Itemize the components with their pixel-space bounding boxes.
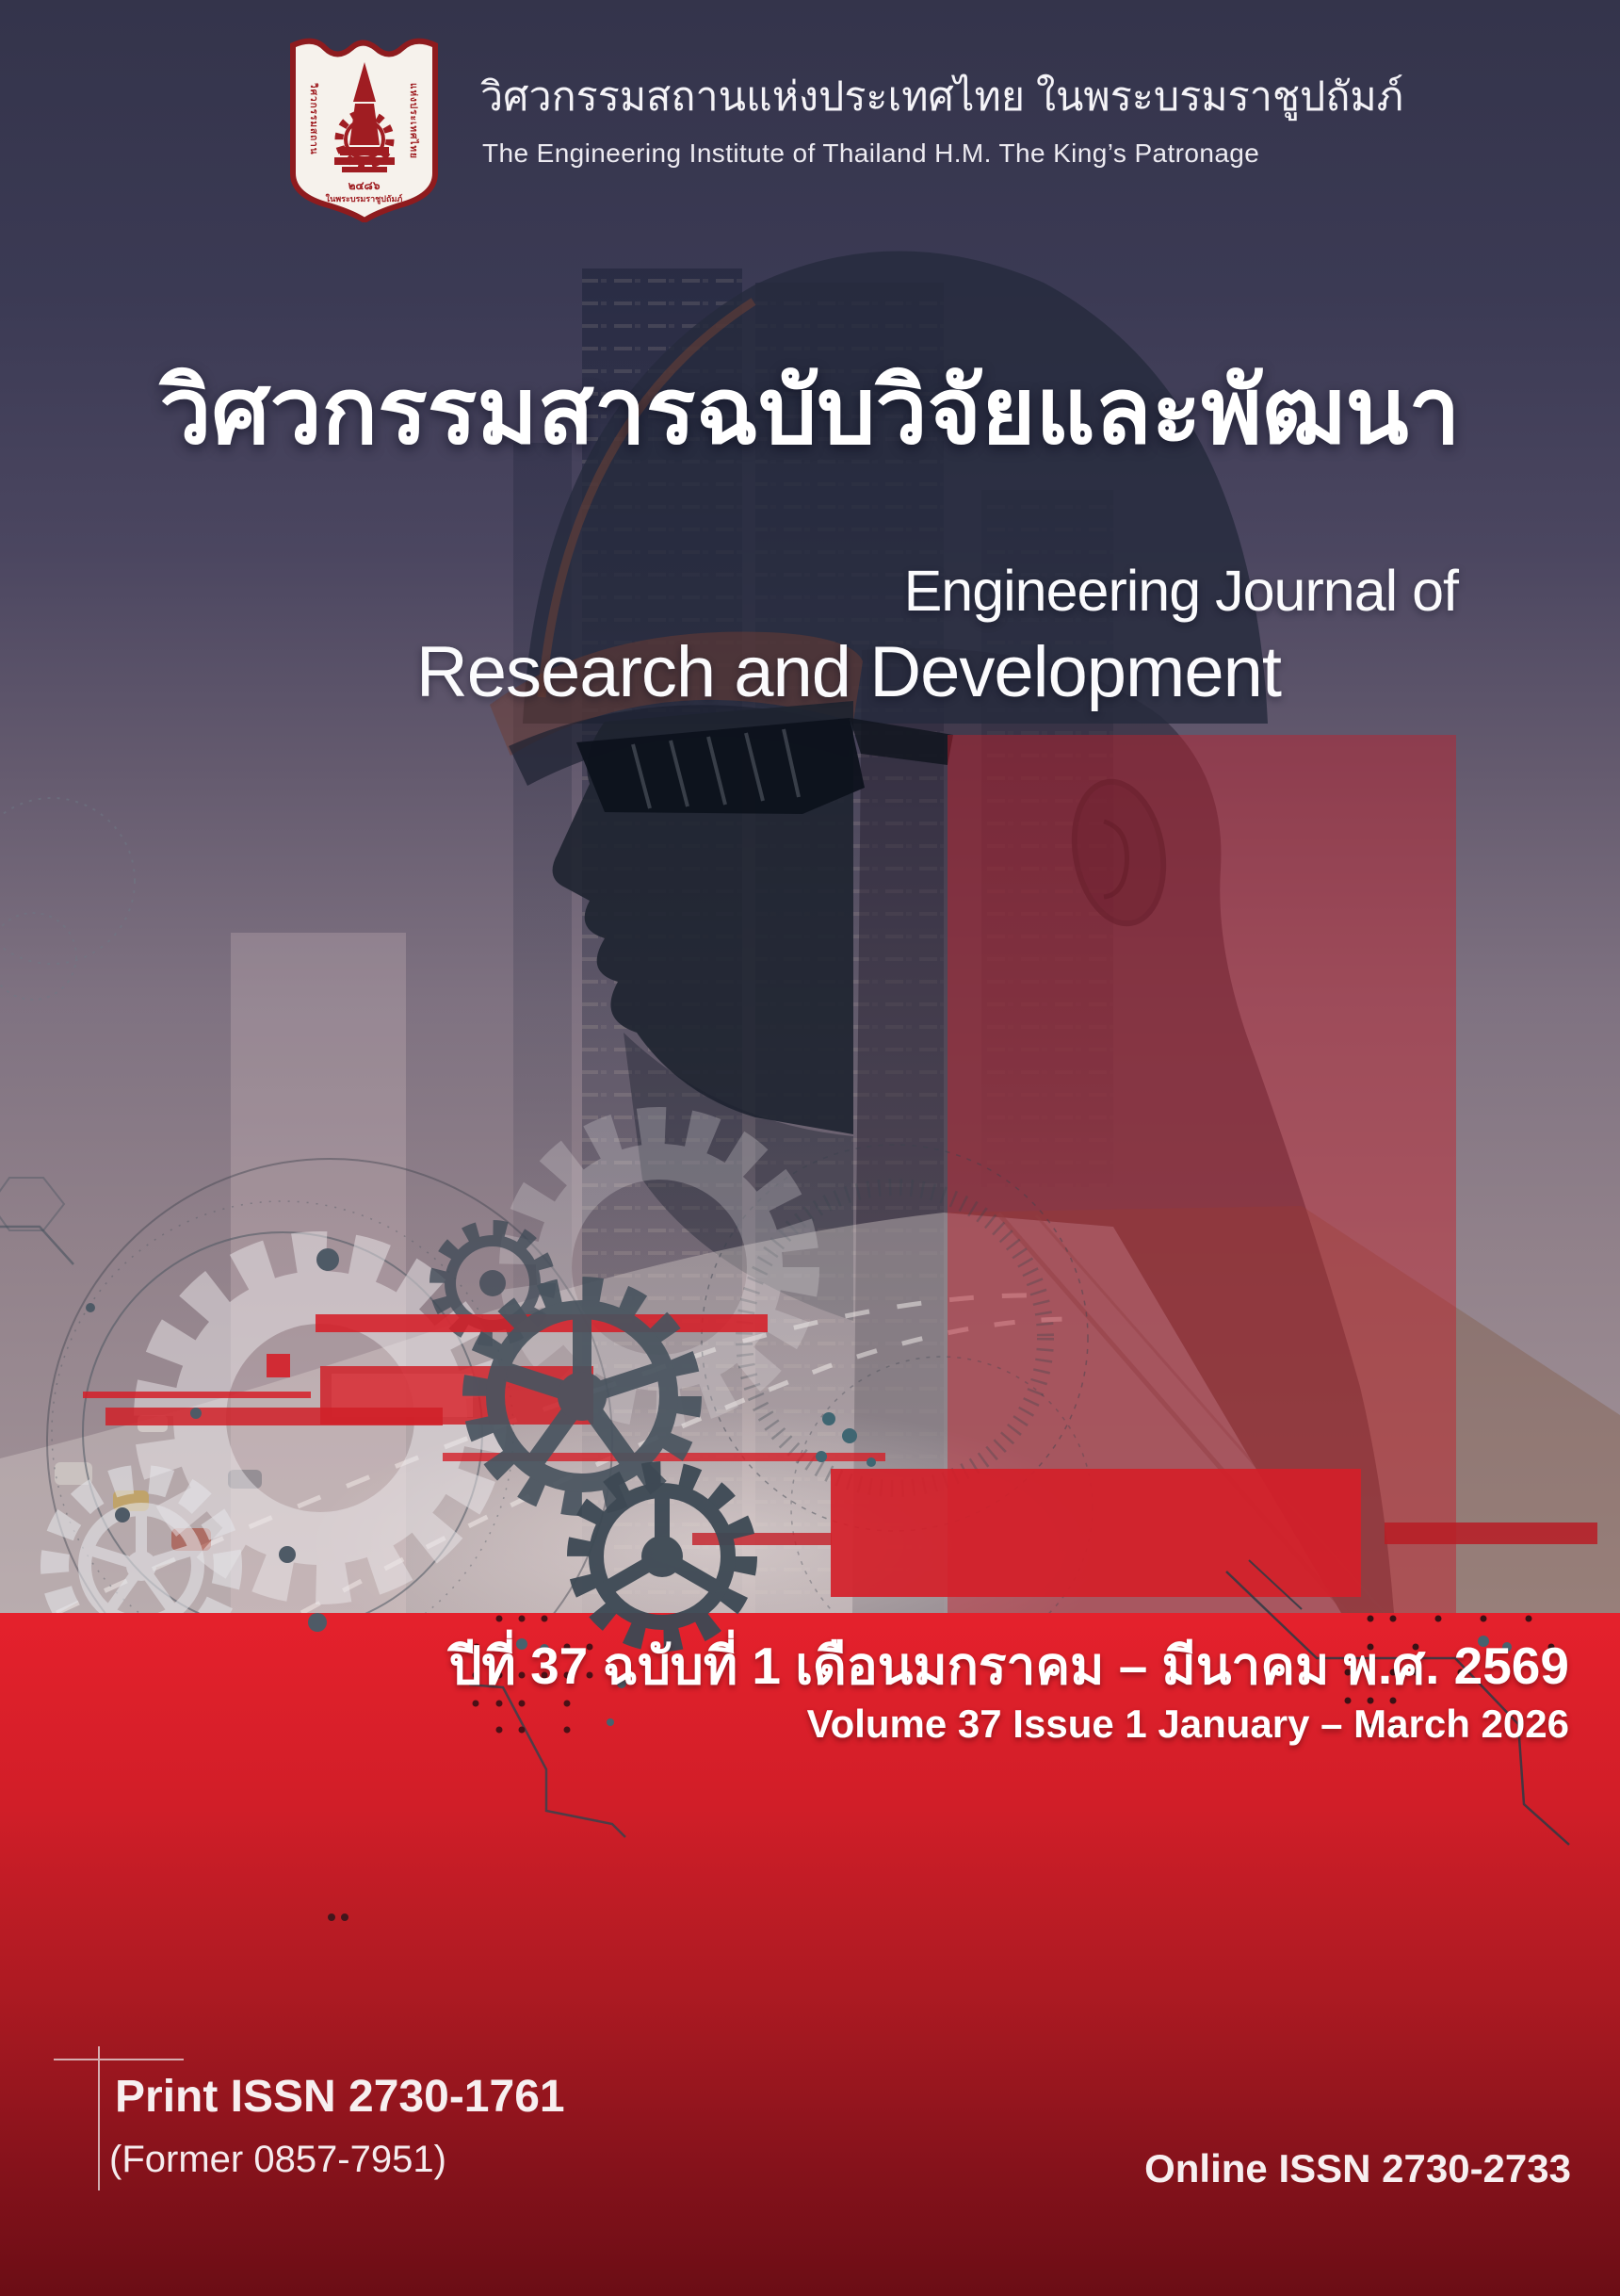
journal-title-thai: วิศวกรรมสารฉบับวิจัยและพัฒนา (159, 359, 1461, 463)
former-issn: (Former 0857-7951) (109, 2139, 446, 2180)
print-issn: Print ISSN 2730-1761 (115, 2072, 565, 2122)
logo-year-text: ๒๔๘๖ (348, 179, 381, 192)
journal-title-english-line1: Engineering Journal of (903, 559, 1458, 623)
org-name-thai: วิศวกรรมสถานแห่งประเทศไทย ในพระบรมราชูปถัมภ์ (480, 74, 1404, 120)
arc-node-dot (308, 1613, 327, 1632)
logo-bottom-text: ในพระบรมราชูปถัมภ์ (325, 194, 403, 204)
org-name-english: The Engineering Institute of Thailand H.M. The King’s Patronage (482, 138, 1260, 168)
eit-seal-logo (285, 34, 443, 222)
logo-side-text-left: วิศวกรรมสถาน (308, 83, 318, 155)
issue-info-english: Volume 37 Issue 1 January – March 2026 (806, 1702, 1569, 1746)
issue-info-thai: ปีที่ 37 ฉบับที่ 1 เดือนมกราคม – มีนาคม พ.ศ. 2569 (448, 1637, 1569, 1695)
online-issn: Online ISSN 2730-2733 (1144, 2146, 1571, 2190)
journal-title-english-line2: Research and Development (415, 632, 1281, 712)
logo-side-text-right: แห่งประเทศไทย (408, 83, 418, 159)
